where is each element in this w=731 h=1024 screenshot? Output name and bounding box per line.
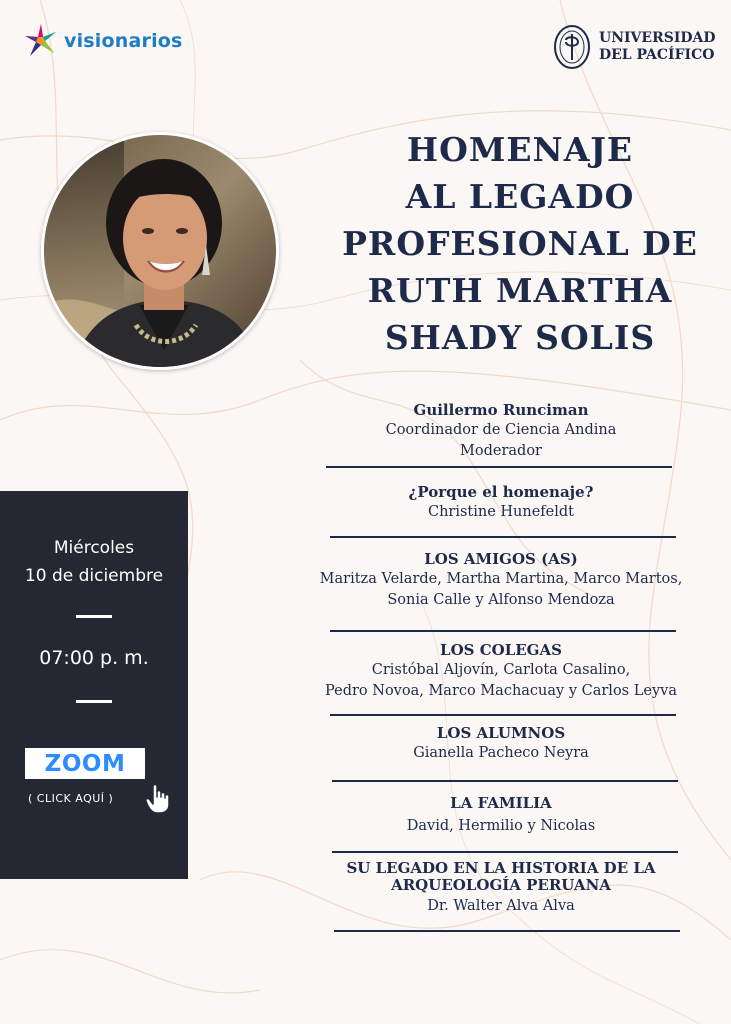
pointer-hand-icon	[144, 783, 172, 815]
section-divider	[330, 630, 676, 632]
university-name-line2: DEL PACÍFICO	[599, 47, 715, 63]
section-divider	[330, 536, 676, 538]
program-item-moderator	[316, 400, 686, 462]
event-title	[300, 126, 731, 361]
zoom-button[interactable]	[25, 748, 145, 779]
event-info-panel	[0, 491, 188, 879]
universidad-del-pacifico-logo	[553, 24, 716, 70]
program-item-homenaje	[316, 482, 686, 523]
zoom-label: ZOOM	[44, 750, 126, 777]
title-line: HOMENAJE	[406, 130, 634, 169]
program-heading: LOS AMIGOS (AS)	[424, 550, 578, 568]
visionarios-logo-text: visionarios	[64, 30, 183, 52]
program-text: David, Hermilio y Nicolas	[406, 818, 596, 834]
program-text: Maritza Velarde, Martha Martina, Marco Martos,	[319, 571, 683, 587]
program-heading: SU LEGADO EN LA HISTORIA DE LA	[346, 859, 656, 877]
section-divider	[330, 714, 676, 716]
program-text: Christine Hunefeldt	[427, 504, 575, 520]
program-heading: LOS COLEGAS	[440, 641, 562, 659]
event-time: 07:00 p. m.	[39, 647, 149, 669]
program-item-familia	[316, 793, 686, 837]
program-text: Cristóbal Aljovín, Carlota Casalino,	[371, 662, 631, 678]
title-line: SHADY SOLIS	[384, 318, 656, 357]
program-heading: ¿Porque el homenaje?	[408, 483, 594, 501]
program-text: Sonia Calle y Alfonso Mendoza	[387, 592, 615, 608]
university-name-line1: UNIVERSIDAD	[599, 30, 716, 46]
program-text: Dr. Walter Alva Alva	[427, 898, 575, 914]
program-heading: ARQUEOLOGÍA PERUANA	[391, 876, 611, 894]
program-heading: Guillermo Runciman	[413, 401, 589, 419]
program-item-colegas	[316, 640, 686, 702]
program-text: Gianella Pacheco Neyra	[413, 745, 589, 761]
visionarios-star-icon	[24, 22, 58, 60]
divider	[76, 615, 112, 618]
program-text: Pedro Novoa, Marco Machacuay y Carlos Leyva	[325, 683, 677, 699]
program-text: Coordinador de Ciencia Andina	[385, 422, 617, 438]
section-divider	[332, 851, 678, 853]
section-divider	[326, 466, 672, 468]
title-line: AL LEGADO	[405, 177, 635, 216]
program-item-legado	[316, 860, 686, 917]
title-line: PROFESIONAL DE	[342, 224, 698, 263]
title-line: RUTH MARTHA	[367, 271, 673, 310]
program-heading: LOS ALUMNOS	[436, 724, 566, 742]
event-day: Miércoles	[53, 538, 135, 558]
university-seal-icon	[553, 24, 591, 70]
event-date: 10 de diciembre	[24, 566, 164, 586]
visionarios-logo	[24, 22, 183, 60]
section-divider	[332, 780, 678, 782]
section-divider	[334, 930, 680, 932]
program-item-alumnos	[316, 723, 686, 764]
program-heading: LA FAMILIA	[450, 794, 552, 812]
program-text: Moderador	[460, 443, 542, 459]
program-item-amigos	[316, 549, 686, 611]
portrait-photo	[41, 132, 279, 370]
click-here-link[interactable]: ( CLICK AQUÍ )	[28, 792, 114, 805]
divider	[76, 700, 112, 703]
